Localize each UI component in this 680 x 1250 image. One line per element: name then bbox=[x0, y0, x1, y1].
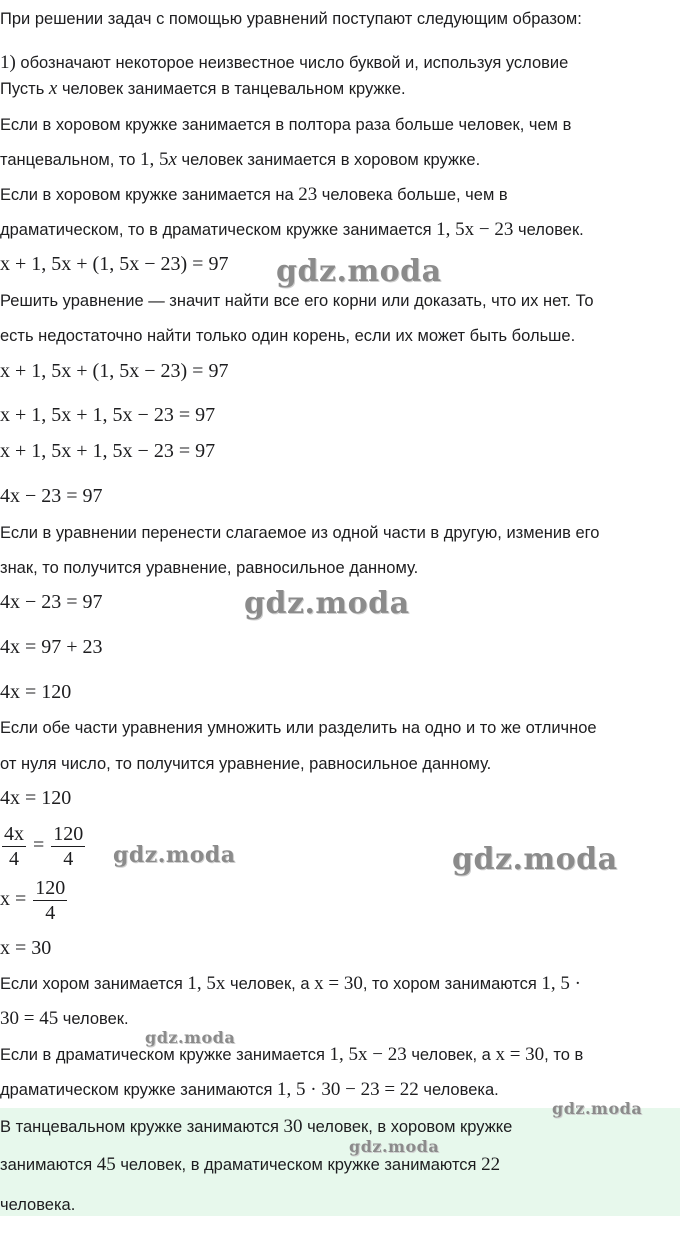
x-fraction-equation: x = $\frac{120}{4}$ bbox=[0, 877, 66, 924]
result-1-line-2: 30 = 45 человек. bbox=[0, 1008, 129, 1029]
equation-9: x = 30 bbox=[0, 937, 52, 959]
watermark-logo: gdz.moda bbox=[452, 842, 618, 877]
equation-4: 4x − 23 = 97 bbox=[0, 485, 103, 507]
fraction-x: $\frac{120}{4}$ bbox=[35, 877, 66, 924]
drama-line-2: драматическом, то в драматическом кружке занимается 1, 5x − 23 человек. bbox=[0, 219, 584, 240]
result-2-line-2: драматическом кружке занимаются 1, 5 · 30 − 23 = 22 человека. bbox=[0, 1079, 499, 1100]
choir-line-1: Если в хоровом кружке занимается в полтора раза больше человек, чем в bbox=[0, 116, 572, 134]
intro-text: При решении задач с помощью уравнений поступают следующим образом: bbox=[0, 10, 582, 28]
equation-6: 4x = 97 + 23 bbox=[0, 636, 103, 658]
watermark-logo: gdz.moda bbox=[276, 254, 442, 289]
rule-2-line-2: от нуля число, то получится уравнение, равносильное данному. bbox=[0, 755, 492, 773]
watermark-logo: gdz.moda bbox=[552, 1099, 643, 1118]
solve-line-1: Решить уравнение — значит найти все его корни или доказать, что их нет. То bbox=[0, 292, 594, 310]
fraction-left: $\frac{4x}{4}$ bbox=[4, 823, 24, 870]
equation-3: x + 1, 5x + 1, 5x − 23 = 97 bbox=[0, 440, 216, 462]
answer-line-3: человека. bbox=[0, 1196, 76, 1214]
result-1-line-1: Если хором занимается 1, 5x человек, а x = 30, то хором занимаются 1, 5 · bbox=[0, 973, 581, 994]
answer-line-2: занимаются 45 человек, в драматическом кружке занимаются 22 bbox=[0, 1154, 501, 1175]
result-2-line-1: Если в драматическом кружке занимается 1, 5x − 23 человек, а x = 30, то в bbox=[0, 1044, 584, 1065]
fraction-equation: $\frac{4x}{4}$ = $\frac{120}{4}$ bbox=[4, 823, 84, 870]
answer-line-1: В танцевальном кружке занимаются 30 человек, в хоровом кружке bbox=[0, 1116, 513, 1137]
watermark-logo: gdz.moda bbox=[244, 586, 410, 621]
rule-1-line-2: знак, то получится уравнение, равносильное данному. bbox=[0, 559, 419, 577]
equation-7: 4x = 120 bbox=[0, 681, 72, 703]
equation-2: x + 1, 5x + 1, 5x − 23 = 97 bbox=[0, 404, 216, 426]
rule-1-line-1: Если в уравнении перенести слагаемое из одной части в другую, изменив его bbox=[0, 524, 600, 542]
watermark-logo: gdz.moda bbox=[145, 1028, 236, 1047]
rule-2-line-1: Если обе части уравнения умножить или разделить на одно и то же отличное bbox=[0, 719, 597, 737]
watermark-logo: gdz.moda bbox=[349, 1137, 440, 1156]
drama-line-1: Если в хоровом кружке занимается на 23 человека больше, чем в bbox=[0, 184, 508, 205]
equation-main: x + 1, 5x + (1, 5x − 23) = 97 bbox=[0, 253, 229, 275]
equation-5: 4x − 23 = 97 bbox=[0, 591, 103, 613]
watermark-logo: gdz.moda bbox=[113, 842, 236, 868]
let-statement: Пусть x человек занимается в танцевальном кружке. bbox=[0, 78, 406, 99]
step-1: 1) обозначают некоторое неизвестное число буквой и, используя условие bbox=[0, 52, 569, 73]
equation-1: x + 1, 5x + (1, 5x − 23) = 97 bbox=[0, 360, 229, 382]
fraction-right: $\frac{120}{4}$ bbox=[53, 823, 84, 870]
choir-line-2: танцевальном, то 1, 5x человек занимается в хоровом кружке. bbox=[0, 149, 481, 170]
solve-line-2: есть недостаточно найти только один корень, если их может быть больше. bbox=[0, 327, 576, 345]
equation-8: 4x = 120 bbox=[0, 787, 72, 809]
